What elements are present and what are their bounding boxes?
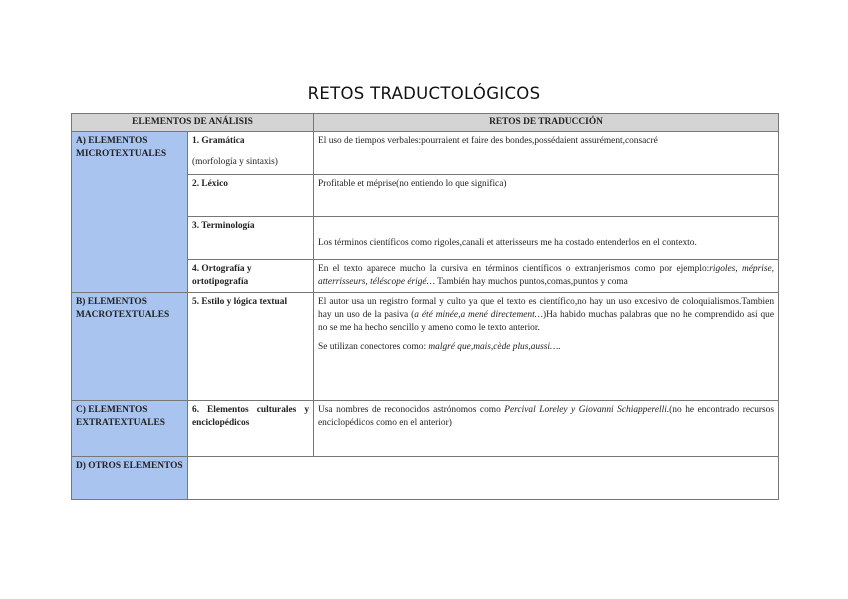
table-row bbox=[72, 293, 779, 401]
reto-estilo-p1-a: El autor usa un registro formal y culto ya que el texto es científico,no hay un uso excesivo de coloquialismos.Tambien hay un uso de la pasiva ( bbox=[318, 297, 775, 320]
reto-estilo-p1-b: )Ha habido muchas palabras que no he comprendido así que no se me ha hecho sencillo y ameno como le texto anterior. bbox=[318, 310, 775, 333]
reto-cultural bbox=[314, 401, 779, 457]
category-micro: A) ELEMENTOS MICROTEXTUALES bbox=[72, 132, 188, 293]
reto-estilo-p2 bbox=[318, 341, 774, 354]
reto-estilo-p2-italic: malgré que,mais,cède plus,aussi…. bbox=[428, 342, 561, 352]
element-lexico: 2. Léxico bbox=[188, 175, 314, 217]
reto-terminologia bbox=[314, 217, 779, 260]
table-row bbox=[72, 132, 779, 175]
element-cultural: 6. Elementos culturales y enciclopédicos bbox=[188, 401, 314, 457]
analysis-table bbox=[71, 113, 779, 500]
category-extra: C) ELEMENTOS EXTRATEXTUALES bbox=[72, 401, 188, 457]
reto-cultural-text-b: (no he encontrado recursos enciclopédicos como en el anterior) bbox=[318, 405, 775, 428]
reto-terminologia-text: Los términos científicos como rigoles,canali et atterisseurs me ha costado entenderlos en el contexto. bbox=[318, 238, 697, 248]
table-row bbox=[72, 401, 779, 457]
reto-cultural-text-a: Usa nombres de reconocidos astrónomos como bbox=[318, 405, 505, 415]
table-header-row bbox=[72, 114, 779, 132]
element-gramatica-sublabel: (morfología y sintaxis) bbox=[192, 157, 278, 167]
page-title: RETOS TRADUCTOLÓGICOS bbox=[307, 84, 541, 103]
header-elementos: ELEMENTOS DE ANÁLISIS bbox=[72, 114, 314, 132]
table-row bbox=[72, 457, 779, 500]
category-macro: B) ELEMENTOS MACROTEXTUALES bbox=[72, 293, 188, 401]
reto-ortografia-text-b: También hay muchos puntos,comas,puntos y coma bbox=[434, 277, 628, 287]
element-terminologia: 3. Terminología bbox=[188, 217, 314, 260]
element-gramatica-label: 1. Gramática bbox=[192, 136, 245, 146]
reto-lexico: Profitable et méprise(no entiendo lo que significa) bbox=[314, 175, 779, 217]
element-estilo: 5. Estilo y lógica textual bbox=[188, 293, 314, 401]
reto-cultural-italic: Percival Loreley y Giovanni Schiapperelli. bbox=[504, 405, 670, 415]
reto-estilo bbox=[314, 293, 779, 401]
reto-gramatica: El uso de tiempos verbales:pourraient et faire des bondes,possédaient assurément,consacré bbox=[314, 132, 779, 175]
reto-estilo-p2-a: Se utilizan conectores como: bbox=[318, 342, 429, 352]
element-ortografia: 4. Ortografía y ortotipografía bbox=[188, 260, 314, 293]
header-retos: RETOS DE TRADUCCIÓN bbox=[314, 114, 779, 132]
reto-estilo-p1-italic: a été minée,a mené directement… bbox=[414, 310, 544, 320]
element-gramatica bbox=[188, 132, 314, 175]
otros-empty-cell bbox=[188, 457, 779, 500]
reto-ortografia-text-a: En el texto aparece mucho la cursiva en términos científicos o extranjerismos como por ejemplo: bbox=[318, 264, 710, 274]
category-otros: D) OTROS ELEMENTOS bbox=[72, 457, 188, 500]
reto-ortografia bbox=[314, 260, 779, 293]
reto-ortografia-italic: rigoles, méprise, atterrisseurs, téléscope érigé… bbox=[318, 264, 775, 287]
